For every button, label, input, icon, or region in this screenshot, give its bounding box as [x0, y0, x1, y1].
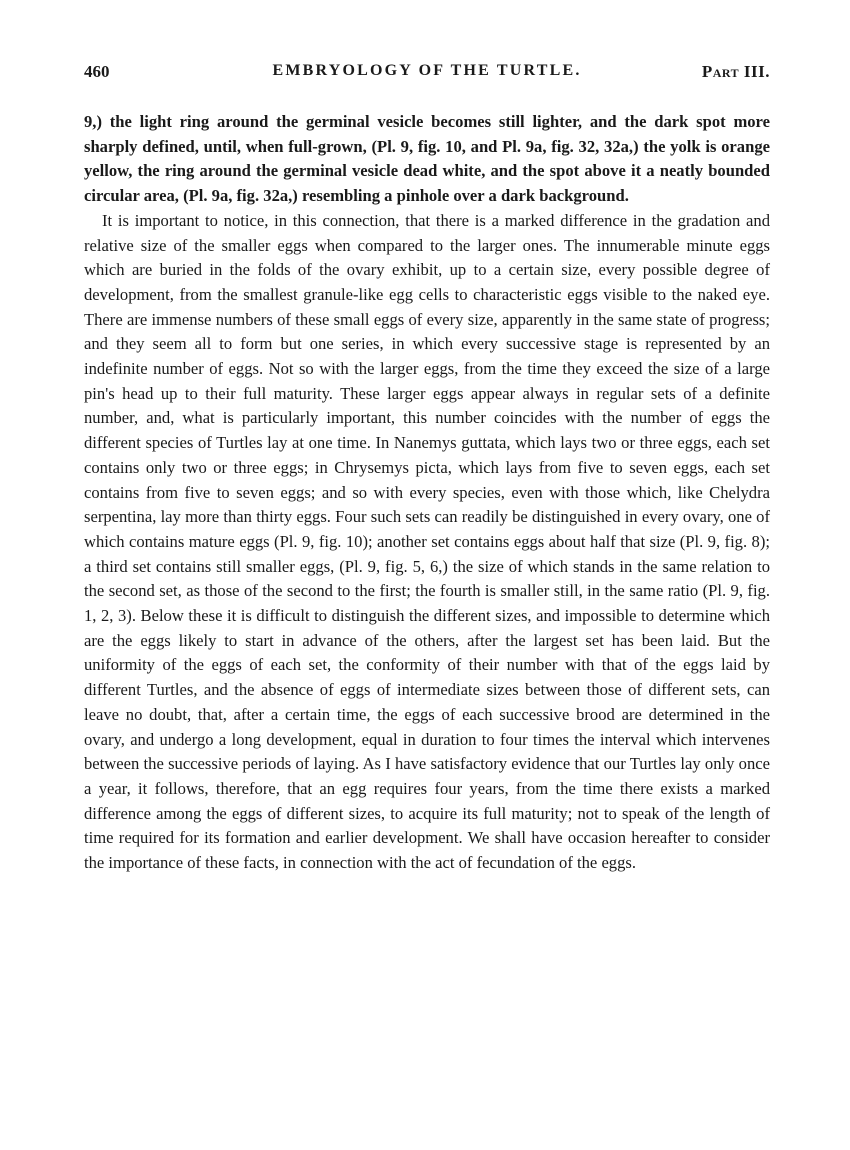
running-title: EMBRYOLOGY OF THE TURTLE. — [272, 62, 582, 79]
body-text — [84, 110, 770, 876]
running-head — [84, 62, 770, 88]
paragraph-continuation: 9,) the light ring around the germinal vesicle becomes still lighter, and the dark spot more sharply defined, until, when full-grown, (Pl. 9, fig. 10, and Pl. 9a, fig. 32, 32a,) the yolk is orange yellow, the ring around the germinal vesicle dead white, and the spot above it a neatly bounded circular area, (Pl. 9a, fig. 32a,) resembling a pinhole over a dark background. — [84, 112, 770, 206]
book-page — [84, 62, 770, 876]
part-label: Part III. — [701, 62, 770, 81]
paragraph: It is important to notice, in this connection, that there is a marked difference in the gradation and relative size of the smaller eggs when compared to the larger ones. The innumerable minute eggs which are buried in the folds of the ovary exhibit, up to a certain size, every possible degree of development, from the smallest granule-like egg cells to characteristic eggs visible to the naked eye. There are immense numbers of these small eggs of every size, apparently in the same state of progress; and they seem all to form but one series, in which every successive stage is represented by an indefinite number of eggs. Not so with the larger eggs, from the time they exceed the size of a large pin's head up to their full maturity. These larger eggs appear always in regular sets of a definite number, and, what is particularly important, this number coincides with the number of eggs the different species of Turtles lay at one time. In Nanemys guttata, which lays two or three eggs, each set contains only two or three eggs; in Chrysemys picta, which lays from five to seven eggs, each set contains from five to seven eggs; and so with every species, even with those which, like Chelydra serpentina, lay more than thirty eggs. Four such sets can readily be distinguished in every ovary, one of which contains mature eggs (Pl. 9, fig. 10); another set contains eggs about half that size (Pl. 9, fig. 8); a third set contains still smaller eggs, (Pl. 9, fig. 5, 6,) the size of which stands in the same relation to the second set, as those of the second to the first; the fourth is smaller still, in the same ratio (Pl. 9, fig. 1, 2, 3). Below these it is difficult to distinguish the different sizes, and impossible to determine which are the eggs likely to start in advance of the others, after the largest set has been laid. But the uniformity of the eggs of each set, the conformity of their number with that of the eggs laid by different Turtles, and the absence of eggs of intermediate sizes between those of different sets, can leave no doubt, that, after a certain time, the eggs of each successive brood are determined in the ovary, and undergo a long development, equal in duration to four times the interval which intervenes between the successive periods of laying. As I have satisfactory evidence that our Turtles lay only once a year, it follows, therefore, that an egg requires four years, from the time there exists a marked difference among the eggs of different sizes, to acquire its full maturity; not to speak of the length of time required for its formation and earlier development. We shall have occasion hereafter to consider the importance of these facts, in connection with the act of fecundation of the eggs. — [84, 210, 770, 873]
page-number: 460 — [84, 62, 110, 81]
